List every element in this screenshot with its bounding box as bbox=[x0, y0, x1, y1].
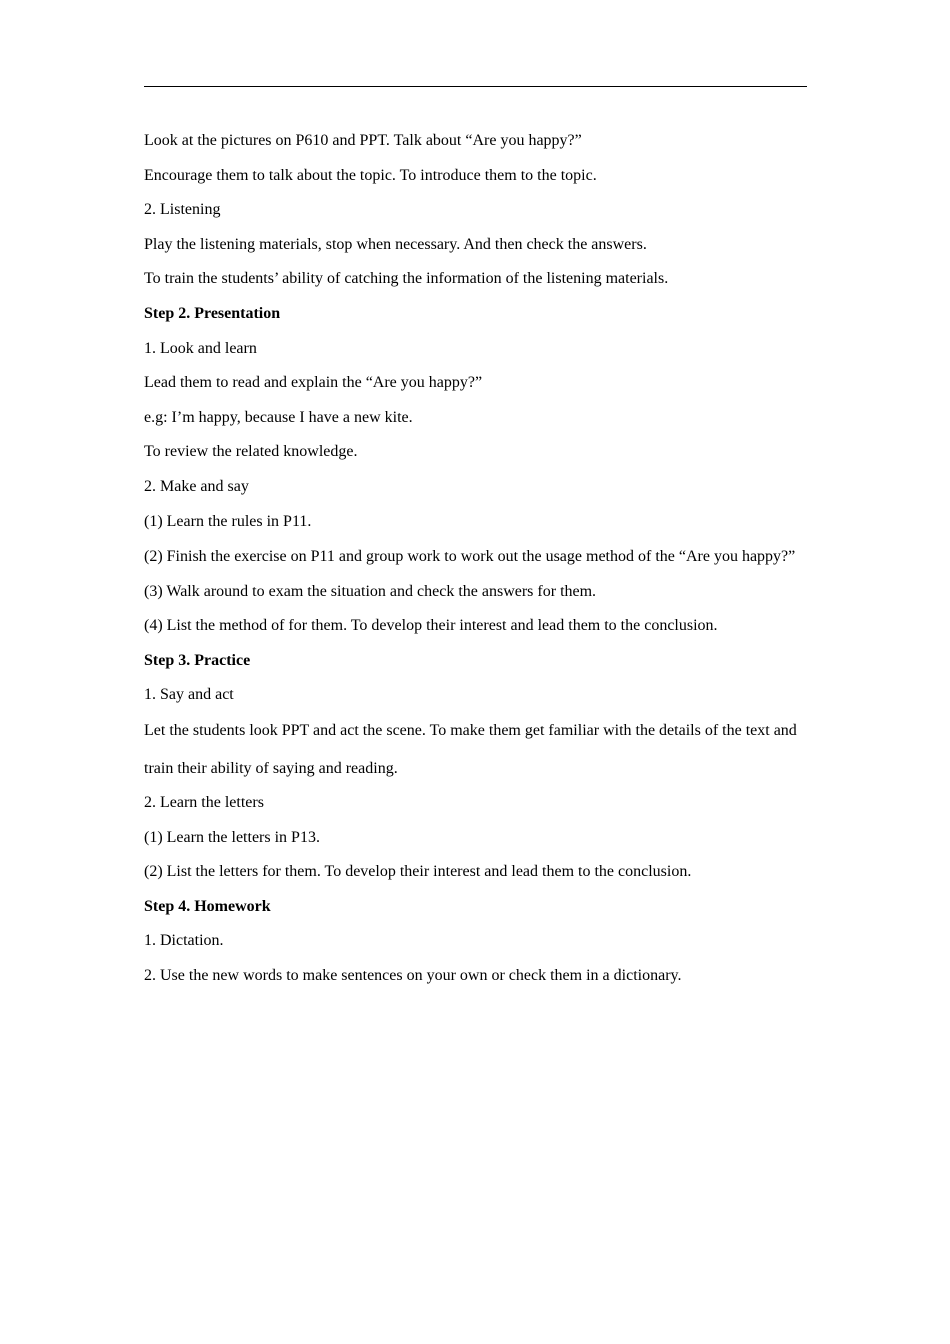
paragraph-review: To review the related knowledge. bbox=[144, 443, 358, 461]
subheading-listening: 2. Listening bbox=[144, 201, 221, 219]
heading-step-3-practice: Step 3. Practice bbox=[144, 651, 251, 669]
paragraph-listening-purpose: To train the students’ ability of catching the information of the listening materials. bbox=[144, 270, 669, 288]
list-item-learn-rules: (1) Learn the rules in P11. bbox=[144, 512, 312, 530]
homework-item-dictation: 1. Dictation. bbox=[144, 932, 224, 950]
list-item-learn-letters: (1) Learn the letters in P13. bbox=[144, 828, 320, 846]
subheading-look-and-learn: 1. Look and learn bbox=[144, 339, 257, 357]
list-item-list-method: (4) List the method of for them. To develop their interest and lead them to the conclusion. bbox=[144, 617, 718, 635]
paragraph-act-scene: Let the students look PPT and act the scene. To make them get familiar with the details of the text and train their ability of saying and reading. bbox=[144, 722, 797, 777]
heading-step-4-homework: Step 4. Homework bbox=[144, 897, 271, 915]
subheading-learn-letters: 2. Learn the letters bbox=[144, 794, 264, 811]
homework-item-new-words: 2. Use the new words to make sentences on your own or check them in a dictionary. bbox=[144, 966, 682, 984]
paragraph-lead-read: Lead them to read and explain the “Are you happy?” bbox=[144, 374, 483, 392]
header-rule bbox=[144, 86, 807, 87]
paragraph-example: e.g: I’m happy, because I have a new kite. bbox=[144, 408, 413, 426]
subheading-say-and-act: 1. Say and act bbox=[144, 686, 234, 704]
list-item-walk-around: (3) Walk around to exam the situation and check the answers for them. bbox=[144, 582, 597, 600]
paragraph-warmup-look: Look at the pictures on P610 and PPT. Talk about “Are you happy?” bbox=[144, 132, 582, 149]
paragraph-listening-play: Play the listening materials, stop when necessary. And then check the answers. bbox=[144, 235, 647, 253]
document-body bbox=[144, 124, 808, 994]
list-item-finish-exercise: (2) Finish the exercise on P11 and group work to work out the usage method of the “Are you happy?” bbox=[144, 548, 796, 566]
heading-step-2-presentation: Step 2. Presentation bbox=[144, 304, 281, 322]
paragraph-warmup-encourage: Encourage them to talk about the topic. To introduce them to the topic. bbox=[144, 166, 597, 184]
list-item-list-letters: (2) List the letters for them. To develop their interest and lead them to the conclusion. bbox=[144, 863, 692, 881]
subheading-make-and-say: 2. Make and say bbox=[144, 477, 249, 495]
